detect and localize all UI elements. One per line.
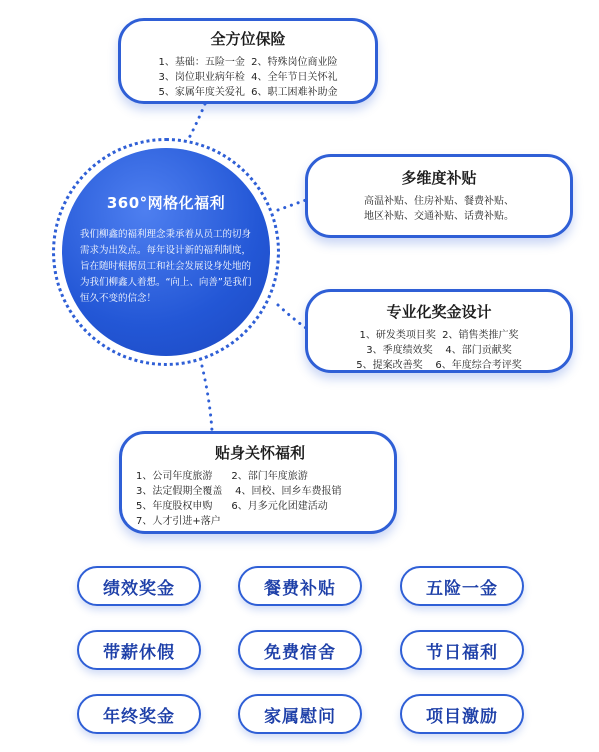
tag-year-end-bonus: 年终奖金 [77, 694, 201, 734]
tag-family-care: 家属慰问 [238, 694, 362, 734]
card-title: 多维度补贴 [401, 169, 477, 187]
center-circle [62, 148, 270, 356]
card-line: 5、年度股权申购 6、月多元化团建活动 [136, 501, 328, 512]
card-line: 5、提案改善奖 6、年度综合考评奖 [356, 360, 522, 371]
tag-free-dormitory: 免费宿舍 [238, 630, 362, 670]
card-line: 1、研发类项目奖 2、销售类推广奖 [359, 330, 519, 341]
card-multi-subsidy [305, 154, 573, 238]
connector-insurance [188, 104, 205, 140]
card-line: 3、岗位职业病年检 4、全年节日关怀礼 [158, 72, 338, 83]
card-title: 专业化奖金设计 [386, 303, 492, 321]
tag-meal-subsidy: 餐费补贴 [238, 566, 362, 606]
card-line: 3、法定假期全覆盖 4、回校、回乡车费报销 [136, 486, 342, 497]
connector-subsidy [278, 200, 306, 210]
card-professional-bonus [305, 289, 573, 373]
card-line: 1、公司年度旅游 2、部门年度旅游 [136, 471, 308, 482]
tag-social-insurance: 五险一金 [400, 566, 524, 606]
card-line: 1、基础：五险一金 2、特殊岗位商业险 [158, 57, 338, 68]
card-comprehensive-insurance [118, 18, 378, 104]
card-line: 地区补贴、交通补贴、话费补贴。 [364, 211, 514, 222]
tag-holiday-benefits: 节日福利 [400, 630, 524, 670]
card-line: 5、家属年度关爱礼 6、职工困难补助金 [158, 87, 338, 98]
center-description: 我们柳鑫的福利理念秉承着从员工的切身需求为出发点。每年设计新的福利制度，旨在随时根据员工和社会发展设身处地的为我们柳鑫人着想。“向上、向善”是我们恒久不变的信念！ [80, 229, 252, 304]
tag-performance-bonus: 绩效奖金 [77, 566, 201, 606]
card-line: 高温补贴、住房补贴、餐费补贴、 [364, 196, 514, 207]
card-title: 全方位保险 [210, 30, 286, 48]
tag-project-incentive: 项目激励 [400, 694, 524, 734]
card-line: 7、人才引进+落户 [136, 516, 221, 527]
tag-paid-leave: 带薪休假 [77, 630, 201, 670]
center-title: 360°网格化福利 [106, 194, 226, 212]
connector-bonus [278, 305, 306, 328]
card-line: 3、季度绩效奖 4、部门贡献奖 [366, 345, 512, 356]
connector-care [202, 366, 212, 431]
card-personal-care [119, 431, 397, 534]
card-title: 贴身关怀福利 [214, 444, 305, 462]
